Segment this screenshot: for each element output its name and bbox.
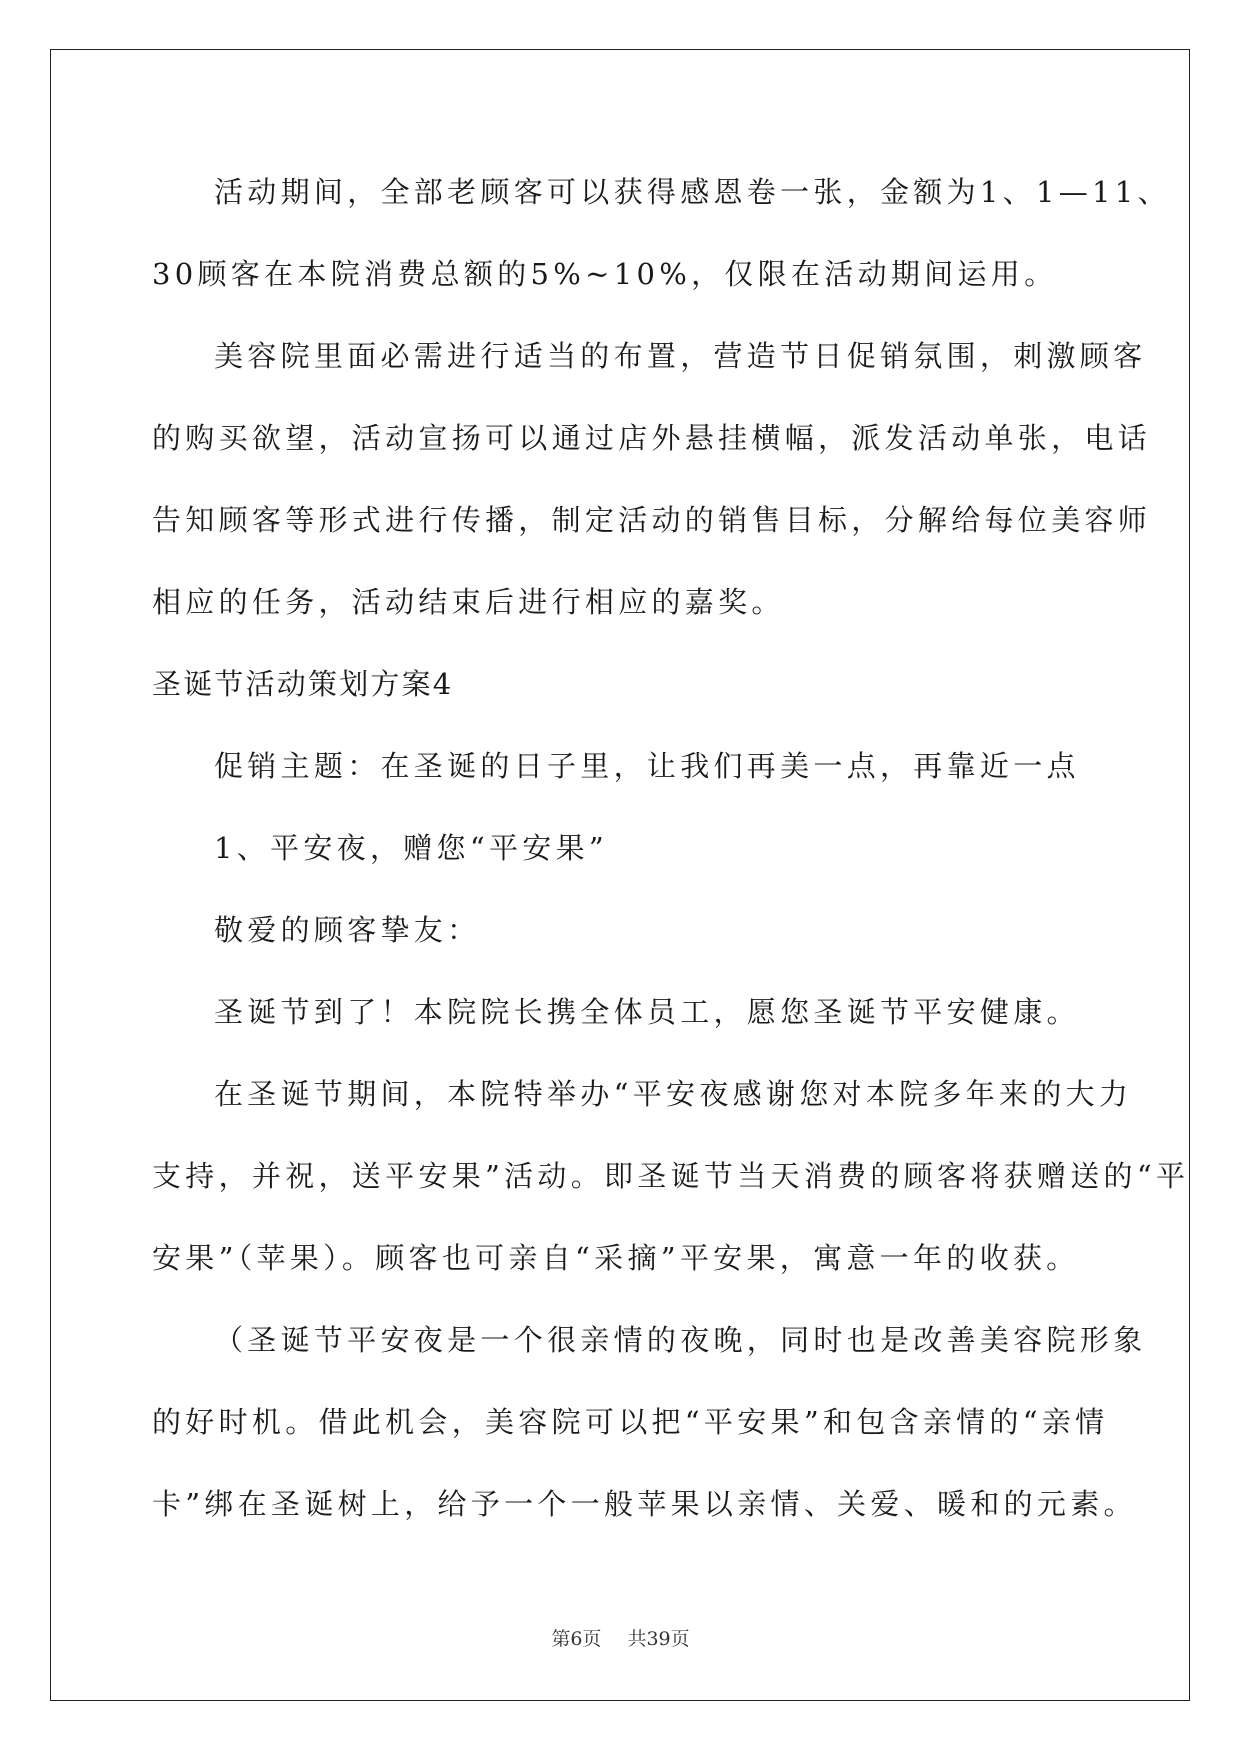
paragraph-line: 的好时机。借此机会，美容院可以把“平安果”和包含亲情的“亲情 (152, 1405, 1109, 1439)
paragraph-line: 促销主题：在圣诞的日子里，让我们再美一点，再靠近一点 (214, 749, 1080, 783)
paragraph-line: 告知顾客等形式进行传播，制定活动的销售目标，分解给每位美容师 (152, 503, 1152, 537)
paragraph-line: 1、平安夜，赠您“平安果” (214, 831, 609, 865)
total-pages: 共39页 (627, 1628, 690, 1650)
paragraph-line: 美容院里面必需进行适当的布置，营造节日促销氛围，刺激顾客 (214, 339, 1147, 373)
paragraph-line: 活动期间，全部老顾客可以获得感恩卷一张，金额为1、1—11、 (214, 175, 1171, 209)
paragraph-line: 安果”（苹果）。顾客也可亲自“采摘”平安果，寓意一年的收获。 (152, 1241, 1080, 1275)
page-footer (0, 1624, 1241, 1651)
page-number: 第6页 (551, 1628, 602, 1650)
document-body (152, 164, 1190, 1558)
section-heading: 圣诞节活动策划方案4 (152, 667, 454, 701)
paragraph-line: 相应的任务，活动结束后进行相应的嘉奖。 (152, 585, 785, 619)
paragraph-line: （圣诞节平安夜是一个很亲情的夜晚，同时也是改善美容院形象 (214, 1323, 1147, 1357)
paragraph-line: 圣诞节到了！本院院长携全体员工，愿您圣诞节平安健康。 (214, 995, 1080, 1029)
paragraph-line: 卡”绑在圣诞树上，给予一个一般苹果以亲情、关爱、暖和的元素。 (152, 1487, 1137, 1521)
paragraph-line: 敬爱的顾客挚友： (214, 913, 481, 947)
paragraph-line: 30顾客在本院消费总额的5%~10%，仅限在活动期间运用。 (152, 257, 1058, 291)
paragraph-line: 在圣诞节期间，本院特举办“平安夜感谢您对本院多年来的大力 (214, 1077, 1133, 1111)
paragraph-line: 的购买欲望，活动宣扬可以通过店外悬挂横幅，派发活动单张，电话 (152, 421, 1152, 455)
paragraph-line: 支持，并祝，送平安果”活动。即圣诞节当天消费的顾客将获赠送的“平 (152, 1159, 1190, 1193)
